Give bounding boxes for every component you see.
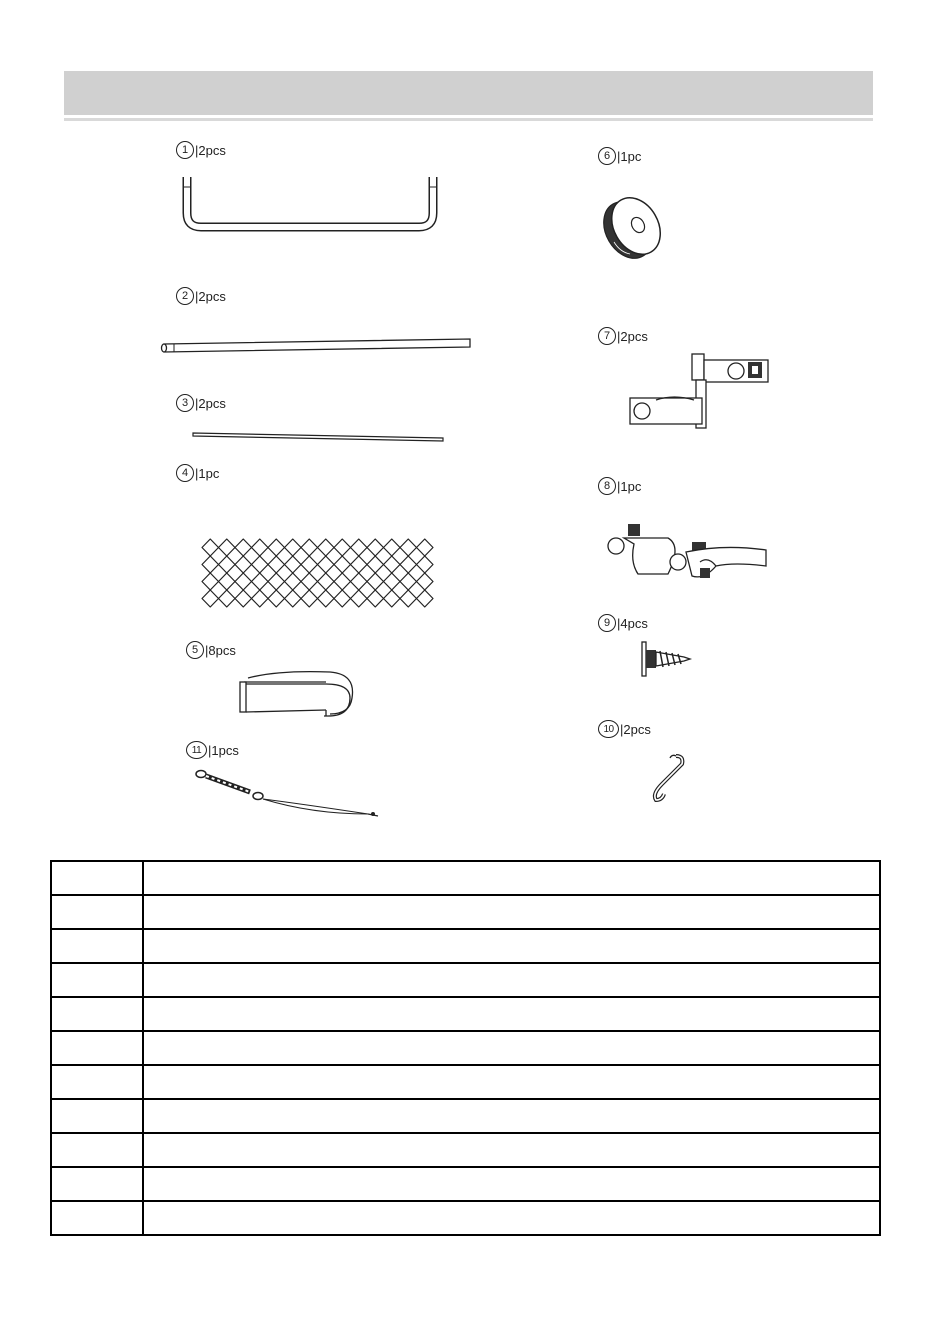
chain-link-mesh-icon [196,534,436,610]
part-number: 8 [598,477,616,495]
table-cell-part-number [51,1133,143,1167]
section-header-bar [64,71,873,115]
table-cell-description [143,1031,880,1065]
part-number: 1 [176,141,194,159]
part-number: 4 [176,464,194,482]
table-cell-part-number [51,1201,143,1235]
table-cell-description [143,963,880,997]
part-4-label [176,464,219,482]
part-6-label [598,147,641,165]
table-cell-part-number [51,1099,143,1133]
part-2-label [176,287,226,305]
part-number: 2 [176,287,194,305]
wire-spool-icon [598,192,672,264]
table-cell-description [143,861,880,895]
table-cell-part-number [51,895,143,929]
part-quantity: |1pcs [208,742,239,758]
table-cell-description [143,1133,880,1167]
table-cell-description [143,1099,880,1133]
part-number: 7 [598,327,616,345]
table-row [51,1031,880,1065]
table-row [51,929,880,963]
table-row [51,1133,880,1167]
table-row [51,1099,880,1133]
part-quantity: |2pcs [195,288,226,304]
hinge-bracket-icon [628,350,778,436]
thin-rod-icon [192,430,447,444]
table-row [51,861,880,895]
part-number: 6 [598,147,616,165]
part-number: 11 [186,741,207,759]
table-row [51,1065,880,1099]
part-1-label [176,141,226,159]
table-cell-description [143,997,880,1031]
table-cell-part-number [51,1065,143,1099]
part-7-label [598,327,648,345]
table-cell-description [143,1065,880,1099]
screw-icon [636,640,694,678]
part-number: 9 [598,614,616,632]
part-quantity: |1pc [617,148,642,164]
table-cell-part-number [51,1167,143,1201]
part-quantity: |2pcs [195,142,226,158]
part-quantity: |2pcs [195,395,226,411]
part-5-label [186,641,236,659]
long-tube-icon [160,336,475,356]
part-quantity: |1pc [617,478,642,494]
table-cell-part-number [51,929,143,963]
table-cell-description [143,1201,880,1235]
table-cell-description [143,895,880,929]
table-row [51,963,880,997]
table-cell-part-number [51,1031,143,1065]
header-divider [64,118,873,121]
table-cell-description [143,1167,880,1201]
part-quantity: |1pc [195,465,220,481]
clip-hook-icon [238,668,358,720]
part-number: 5 [186,641,204,659]
table-row [51,895,880,929]
part-8-label [598,477,641,495]
part-number: 3 [176,394,194,412]
u-frame-tube-icon [180,175,440,235]
part-11-label [186,741,239,759]
part-quantity: |8pcs [205,642,236,658]
table-row [51,997,880,1031]
part-10-label [598,720,651,738]
table-cell-part-number [51,997,143,1031]
s-hook-icon [640,752,690,802]
table-cell-part-number [51,963,143,997]
table-row [51,1167,880,1201]
table-cell-part-number [51,861,143,895]
table-row [51,1201,880,1235]
part-quantity: |2pcs [620,721,651,737]
part-3-label [176,394,226,412]
part-number: 10 [598,720,619,738]
part-quantity: |2pcs [617,328,648,344]
latch-clamp-icon [604,518,772,588]
table-cell-description [143,929,880,963]
part-quantity: |4pcs [617,615,648,631]
tension-wire-icon [192,768,387,823]
parts-list-table [50,860,881,1236]
part-9-label [598,614,648,632]
